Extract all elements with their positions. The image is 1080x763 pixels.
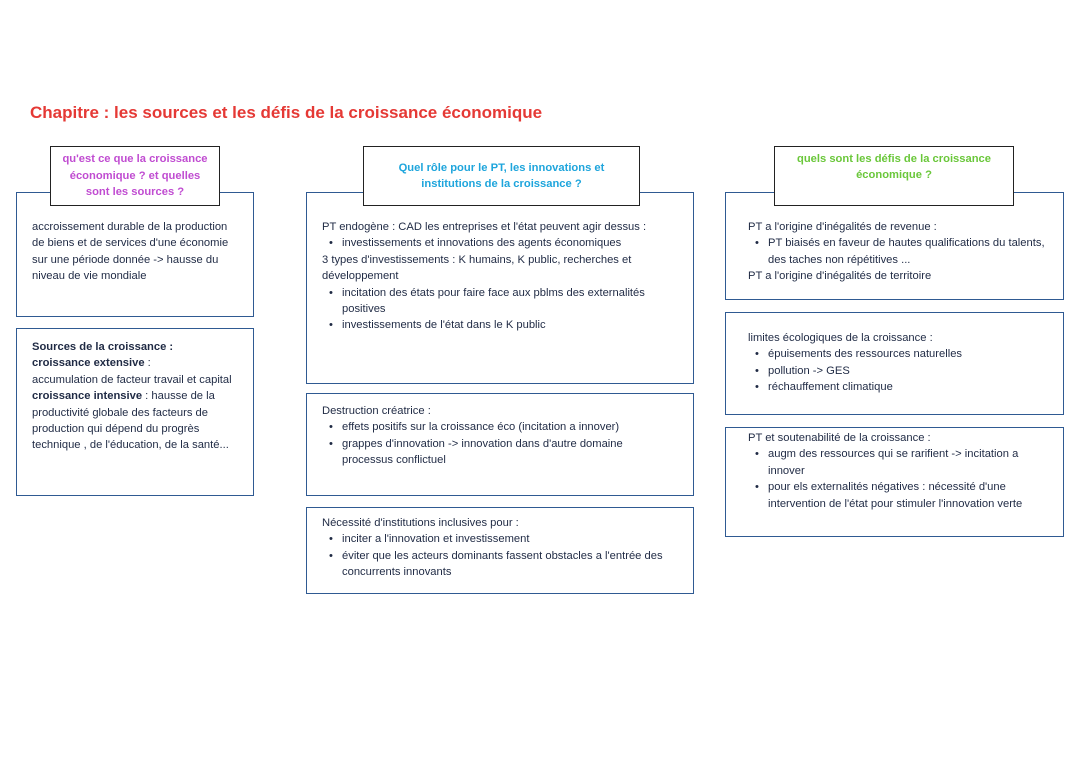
- institutions-box: [306, 507, 694, 594]
- list-item: • grappes d'innovation -> innovation dans d'autre domaine processus conflictuel: [342, 436, 643, 469]
- investment-list: [322, 285, 663, 334]
- right-column-header: [774, 146, 1014, 206]
- sustainability-box: [725, 427, 1064, 537]
- sources-box: [16, 328, 254, 496]
- sources-heading: Sources de la croissance :: [32, 341, 174, 353]
- definition-box: [16, 192, 254, 317]
- list-item: • éviter que les acteurs dominants fassent obstacles a l'entrée des concurrents innovants: [342, 548, 663, 581]
- list-item: • épuisements des ressources naturelles: [768, 346, 1053, 362]
- ecological-intro: limites écologiques de la croissance :: [748, 332, 933, 344]
- sustainability-intro: PT et soutenabilité de la croissance :: [748, 432, 931, 444]
- list-item: • pollution -> GES: [768, 363, 1053, 379]
- list-item: • incitation des états pour faire face aux pblms des externalités positives: [342, 285, 663, 318]
- ecological-limits-box: [725, 312, 1064, 415]
- destruction-list: [322, 419, 643, 468]
- extensive-desc: accumulation de facteur travail et capital: [32, 373, 232, 386]
- list-item: • investissements et innovations des agents économiques: [342, 235, 663, 251]
- right-header-text: quels sont les défis de la croissance économique ?: [797, 153, 991, 182]
- destruction-intro: Destruction créatrice :: [322, 405, 431, 417]
- middle-header-text: Quel rôle pour le PT, les innovations et institutions de la croissance ?: [398, 161, 605, 190]
- inequalities-revenue: PT a l'origine d'inégalités de revenue :: [748, 221, 937, 233]
- definition-text: accroissement durable de la production de biens et de services d'une économie sur une période donnée -> hausse du niveau de vie mondiale: [32, 221, 229, 283]
- left-header-text: qu'est ce que la croissance économique ? et quelles sont les sources ?: [62, 153, 208, 199]
- pt-endogene-intro: PT endogène : CAD les entreprises et l'état peuvent agir dessus :: [322, 221, 647, 233]
- inequalities-territory: PT a l'origine d'inégalités de territoire: [748, 270, 932, 283]
- destruction-box: [306, 393, 694, 496]
- list-item: • PT biaisés en faveur de hautes qualifications du talents, des taches non répétitives ...: [768, 235, 1053, 268]
- extensive-line: [32, 355, 239, 371]
- inequalities-box: [725, 192, 1064, 300]
- investment-types: 3 types d'investissements : K humains, K public, recherches et développement: [322, 253, 632, 283]
- extensive-label: croissance extensive: [32, 357, 145, 370]
- list-item: • réchauffement climatique: [768, 379, 1053, 395]
- middle-column-header: [363, 146, 640, 206]
- left-column-header: [50, 146, 220, 206]
- intensive-desc: : hausse de la productivité globale des facteurs de production qui dépend du progrès technique , de l'éducation, de la santé...: [32, 390, 229, 452]
- pt-endogene-box: [306, 192, 694, 384]
- institutions-list: [322, 531, 663, 580]
- list-item: • effets positifs sur la croissance éco (incitation a innover): [342, 419, 643, 435]
- ecological-list: [748, 346, 1053, 395]
- page-title: Chapitre : les sources et les défis de la croissance économique: [30, 103, 543, 122]
- list-item: • investissements de l'état dans le K public: [342, 317, 663, 333]
- list-item: • inciter a l'innovation et investissement: [342, 531, 663, 547]
- intensive-label: croissance intensive: [32, 390, 143, 403]
- extensive-colon: :: [144, 357, 151, 370]
- sustainability-list: [748, 446, 1053, 512]
- list-item: • augm des ressources qui se rarifient -> incitation a innover: [768, 446, 1053, 479]
- list-item: • pour els externalités négatives : nécessité d'une intervention de l'état pour stimuler l'innovation verte: [768, 479, 1053, 512]
- pt-endogene-list: [322, 235, 663, 251]
- inequalities-list: [748, 235, 1053, 268]
- intensive-line: [32, 388, 239, 454]
- institutions-intro: Nécessité d'institutions inclusives pour :: [322, 517, 519, 529]
